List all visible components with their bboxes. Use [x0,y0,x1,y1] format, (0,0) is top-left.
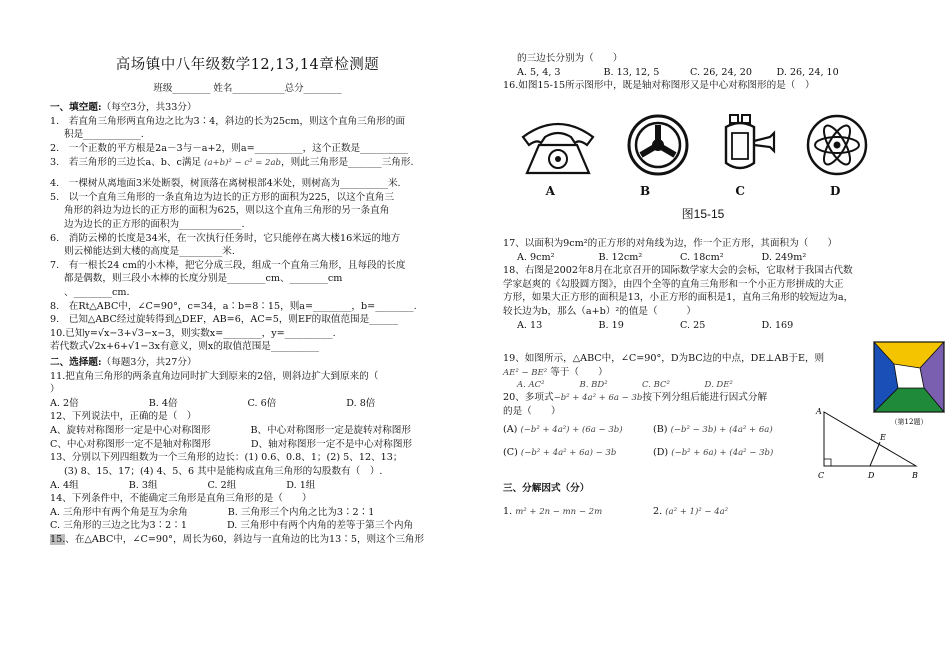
telephone-icon [517,115,599,177]
question-17-options: A. 9cm² B. 12cm² C. 18cm² D. 249m² [517,251,807,263]
question-4: 4. 一棵树从离地面3米处断裂，树顶落在离树根部4米处，则树高为__________米. [50,178,401,190]
question-13: 13、分别以下列四组数为一个三角形的边长：(1) 0.6、0.8、1；(2) 5、12、13； (3) 8、15、17；(4) 4、5、6 其中是能构成直角三角形的勾股数有（ ）. [50,452,403,477]
figure-15-15 [503,107,883,177]
question-15-cont: 的三边长分别为（ ） [517,53,623,64]
figure-caption: 图15-15 [681,206,725,221]
student-info: 班级________ 姓名___________总分________ [153,82,342,94]
question-10: 10.已知y=√x−3+√3−x−3，则实数x=________，y=__________. [50,327,336,339]
section-fill-blank: 一、填空题:（每空3分，共33分） [50,102,197,114]
question-6: 6. 消防云梯的长度是34米，在一次执行任务时，它只能停在离大楼16米远的地方 则云梯能达到大楼的高度是_________米. [50,232,401,258]
diagram-caption: （第12题） [890,418,928,426]
page-title: 高场镇中八年级数学12,13,14章检测题 [115,57,380,73]
svg-text:D: D [868,471,875,480]
svg-text:A: A [816,407,822,416]
left-column [50,55,445,547]
question-11-options: A. 2倍 B. 4倍 C. 6倍 D. 8倍 [50,397,376,409]
problem-1: 1. m² + 2n − mn − 2m [503,506,603,518]
question-9: 9. 已知△ABC经过旋转得到△DEF，AB=6，AC=5，则EF的取值范围是______ [50,314,399,326]
question-3: 3. 若三角形的三边长a、b、c满足 (a+b)² − c² = 2ab，则此三角形是_______三角形. [50,156,414,168]
question-12: 12、下列说法中，正确的是（ ） [50,411,197,423]
question-2: 2. 一个正数的平方根是2a－3与－a+2，则a=__________，这个正数是__________ [50,142,409,154]
question-19-line2: AE² − BE² 等于（ ） [503,366,608,378]
question-18: 18、右图是2002年8月在北京召开的国际数学家大会的会标，它取材于我国古代数 学家赵爽的《勾股圆方图》，由四个全等的直角三角形和一个小正方形拼成的大正 方形，如果大正方形的面积是13，小正方形的面积是1，直角三角形的较短边为a， 较长边为b，那么（a+b）²的值是（ ） [503,265,854,317]
tuba-icon [718,111,778,177]
question-15: 15.、在△ABC中，∠C=90°，周长为60，斜边与一直角边的比为13∶5，则这个三角形 [50,533,425,545]
question-19: 19、如图所示，△ABC中，∠C=90°，D为BC边的中点，DE⊥AB于E，则 [503,353,825,365]
question-14-row1: A. 三角形中有两个角是互为余角 B. 三角形三个内角之比为3∶2∶1 [50,506,375,518]
question-20-options-row1: (A) (−b² + 4a²) + (6a − 3b) (B) (−b² − 3b) + (4a² + 6a) [503,423,773,435]
figure-letters: A B C D [545,183,841,198]
section-choice: 二、选择题:（每题3分，共27分） [50,357,197,369]
svg-text:E: E [880,433,886,442]
section-factorize: 三、分解因式（分） [503,482,590,494]
question-13-options: A. 4组 B. 3组 C. 2组 D. 1组 [50,479,316,491]
question-14: 14、下列条件中，不能确定三角形是直角三角形的是（ ） [50,493,312,505]
question-20: 20、多项式−b² + 4a² + 6a − 3b按下列分组后能进行因式分解 的是（ ） [503,392,768,418]
steering-wheel-icon [626,113,690,177]
svg-text:B: B [912,471,918,480]
svg-text:C: C [818,471,825,480]
triangle-figure [812,404,924,486]
question-18-options: A. 13 B. 19 C. 25 D. 169 [517,319,794,331]
question-12-row1: A、旋转对称图形一定是中心对称图形 B、中心对称图形一定是旋转对称图形 [50,425,411,437]
question-16: 16.如图15-15所示图形中，既是轴对称图形又是中心对称图形的是（ ） [503,80,815,92]
question-15-options: A. 5, 4, 3 B. 13, 12, 5 C. 26, 24, 20 D. 26, 24, 10 [517,66,839,78]
problem-2: 2. (a² + 1)² − 4a² [653,506,729,518]
question-11: 11.把直角三角形的两条直角边同时扩大到原来的2倍，则斜边扩大到原来的（ ） [50,370,379,396]
question-7: 7. 有一根长24 cm的小木棒，把它分成三段，组成一个直角三角形，且每段的长度 都是偶数，则三段小木棒的长度分别是________cm、________cm 、________cm. [50,259,406,298]
atom-icon [805,113,869,177]
factorize-problems [503,505,803,519]
question-1: 1. 若直角三角形两直角边之比为3∶4，斜边的长为25cm，则这个直角三角形的面 积是____________. [50,115,406,141]
question-5: 5. 以一个直角三角形的一条直角边为边长的正方形的面积为225，以这个直角三 角形的斜边为边长的正方形的面积为625，则以这个直角三角形的另一条直角 边为边长的正方形的面积为_____________. [50,191,395,230]
question-17: 17、以面积为9cm²的正方形的对角线为边，作一个正方形，其面积为（ ） [503,237,838,249]
question-8: 8. 在Rt△ABC中，∠C=90°，c=34，a∶b=8∶15，则a=________，b=________. [50,300,417,312]
question-19-options: A. AC² B. BD² C. BC² D. DE² [517,380,733,391]
question-20-options-row2: (C) (−b² + 4a² + 6a) − 3b (D) (−b² + 6a) + (4a² − 3b) [503,447,774,459]
question-14-row2: C. 三角形的三边之比为3∶2∶1 D. 三角形中有两个内角的差等于第三个内角 [50,520,414,532]
question-12-row2: C、中心对称图形一定不是轴对称图形 D、轴对称图形一定不是中心对称图形 [50,438,413,450]
question-10b: 若代数式√2x+6+√1−3x有意义，则x的取值范围是__________ [50,341,319,353]
